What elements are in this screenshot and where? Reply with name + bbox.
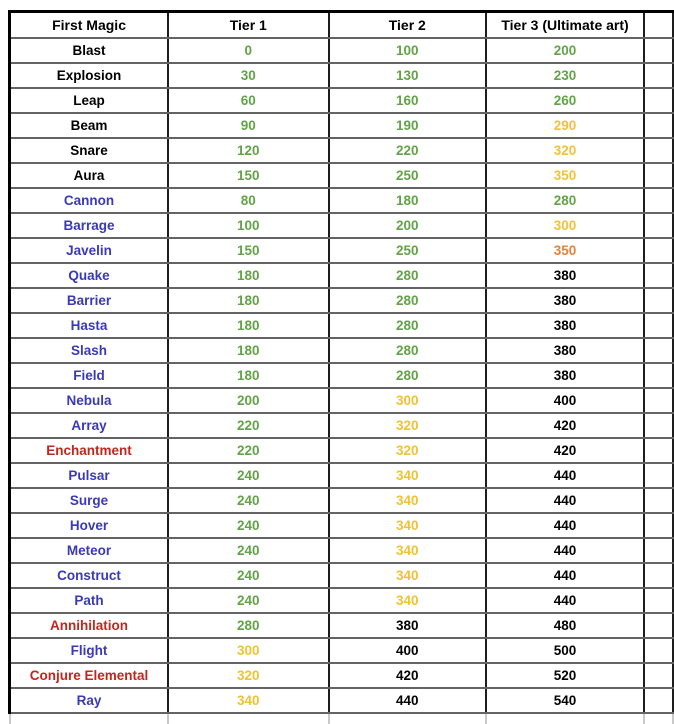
extra-empty-cell (644, 538, 673, 563)
spell-name-cell: Slash (10, 338, 169, 363)
table-row (10, 163, 674, 188)
tier-2-value-cell: 160 (329, 88, 487, 113)
tier-2-value-cell: 100 (329, 38, 487, 63)
spell-name-cell: Explosion (10, 63, 169, 88)
tier-2-value-cell: 190 (329, 113, 487, 138)
extra-empty-cell (644, 388, 673, 413)
tier-1-value-cell: 340 (168, 688, 328, 713)
table-row (10, 138, 674, 163)
table-row (10, 63, 674, 88)
spell-name-cell: Snare (10, 138, 169, 163)
table-row (10, 638, 674, 663)
spell-name-cell: Pulsar (10, 463, 169, 488)
tier-1-value-cell: 280 (168, 613, 328, 638)
tier-3-value-cell: 380 (486, 363, 644, 388)
spell-name-cell: Meteor (10, 538, 169, 563)
tier-1-value-cell: 180 (168, 338, 328, 363)
extra-empty-cell (644, 288, 673, 313)
tier-3-value-cell: 350 (486, 163, 644, 188)
tier-1-value-cell: 240 (168, 588, 328, 613)
spell-name-cell: Leap (10, 88, 169, 113)
tier-1-value-cell: 180 (168, 263, 328, 288)
tier-1-value-cell: 240 (168, 463, 328, 488)
table-row (10, 513, 674, 538)
tier-2-value-cell: 280 (329, 338, 487, 363)
table-row (10, 338, 674, 363)
extra-empty-cell (644, 663, 673, 688)
extra-empty-cell (644, 563, 673, 588)
tier-2-value-cell: 340 (329, 538, 487, 563)
table-row (10, 413, 674, 438)
table-row (10, 88, 674, 113)
spell-name-cell: Flight (10, 638, 169, 663)
spell-name-cell: Hover (10, 513, 169, 538)
extra-empty-cell (644, 488, 673, 513)
tier-3-value-cell: 420 (486, 438, 644, 463)
table-row (10, 438, 674, 463)
tier-1-value-cell: 150 (168, 238, 328, 263)
magic-tier-table (8, 10, 674, 724)
extra-empty-cell (644, 138, 673, 163)
tier-1-value-cell: 300 (168, 638, 328, 663)
spell-name-cell: Annihilation (10, 613, 169, 638)
table-row (10, 463, 674, 488)
tier-3-value-cell: 440 (486, 513, 644, 538)
tier-2-value-cell: 340 (329, 563, 487, 588)
tier-2-value-cell: 200 (329, 213, 487, 238)
spell-name-cell: Javelin (10, 238, 169, 263)
tier-2-value-cell: 300 (329, 388, 487, 413)
extra-empty-cell (644, 513, 673, 538)
partial-empty-cell (10, 713, 169, 724)
tier-3-value-cell: 540 (486, 688, 644, 713)
tier-1-value-cell: 30 (168, 63, 328, 88)
spell-name-cell: Beam (10, 113, 169, 138)
extra-empty-cell (644, 463, 673, 488)
extra-empty-cell (644, 163, 673, 188)
tier-1-value-cell: 240 (168, 513, 328, 538)
extra-empty-cell (644, 688, 673, 713)
tier-3-value-cell: 380 (486, 288, 644, 313)
extra-empty-cell (644, 588, 673, 613)
column-header-tier-1: Tier 1 (168, 12, 328, 39)
tier-1-value-cell: 120 (168, 138, 328, 163)
spell-name-cell: Nebula (10, 388, 169, 413)
spell-name-cell: Aura (10, 163, 169, 188)
spell-name-cell: Blast (10, 38, 169, 63)
tier-2-value-cell: 130 (329, 63, 487, 88)
extra-empty-cell (644, 263, 673, 288)
table-header (10, 12, 674, 39)
partial-clipped-row (10, 713, 674, 724)
tier-2-value-cell: 400 (329, 638, 487, 663)
tier-3-value-cell: 400 (486, 388, 644, 413)
tier-2-value-cell: 220 (329, 138, 487, 163)
tier-3-value-cell: 320 (486, 138, 644, 163)
table-row (10, 188, 674, 213)
spell-name-cell: Ray (10, 688, 169, 713)
extra-empty-cell (644, 188, 673, 213)
tier-3-value-cell: 280 (486, 188, 644, 213)
partial-empty-cell (486, 713, 644, 724)
column-header-tier-2: Tier 2 (329, 12, 487, 39)
tier-2-value-cell: 250 (329, 238, 487, 263)
table-row (10, 313, 674, 338)
tier-2-value-cell: 280 (329, 288, 487, 313)
tier-1-value-cell: 180 (168, 363, 328, 388)
table-row (10, 538, 674, 563)
tier-3-value-cell: 290 (486, 113, 644, 138)
tier-3-value-cell: 260 (486, 88, 644, 113)
tier-1-value-cell: 60 (168, 88, 328, 113)
tier-2-value-cell: 320 (329, 438, 487, 463)
spell-name-cell: Hasta (10, 313, 169, 338)
extra-empty-cell (644, 313, 673, 338)
tier-2-value-cell: 340 (329, 588, 487, 613)
tier-3-value-cell: 440 (486, 588, 644, 613)
tier-1-value-cell: 240 (168, 488, 328, 513)
tier-1-value-cell: 180 (168, 313, 328, 338)
tier-1-value-cell: 180 (168, 288, 328, 313)
tier-3-value-cell: 520 (486, 663, 644, 688)
spell-name-cell: Conjure Elemental (10, 663, 169, 688)
tier-3-value-cell: 380 (486, 313, 644, 338)
tier-3-value-cell: 230 (486, 63, 644, 88)
tier-3-value-cell: 440 (486, 463, 644, 488)
tier-2-value-cell: 280 (329, 313, 487, 338)
extra-empty-cell (644, 638, 673, 663)
tier-3-value-cell: 380 (486, 338, 644, 363)
tier-1-value-cell: 220 (168, 413, 328, 438)
table-row (10, 213, 674, 238)
spell-name-cell: Cannon (10, 188, 169, 213)
column-header-extra (644, 12, 673, 39)
extra-empty-cell (644, 363, 673, 388)
tier-3-value-cell: 500 (486, 638, 644, 663)
table-body (10, 38, 674, 724)
tier-2-value-cell: 340 (329, 463, 487, 488)
extra-empty-cell (644, 238, 673, 263)
table-row (10, 588, 674, 613)
table-row (10, 563, 674, 588)
extra-empty-cell (644, 88, 673, 113)
partial-empty-cell (329, 713, 487, 724)
table-row (10, 388, 674, 413)
extra-empty-cell (644, 413, 673, 438)
tier-2-value-cell: 180 (329, 188, 487, 213)
tier-3-value-cell: 200 (486, 38, 644, 63)
tier-3-value-cell: 440 (486, 538, 644, 563)
spell-name-cell: Array (10, 413, 169, 438)
tier-2-value-cell: 280 (329, 263, 487, 288)
spell-name-cell: Surge (10, 488, 169, 513)
spell-name-cell: Barrier (10, 288, 169, 313)
table-row (10, 663, 674, 688)
partial-empty-cell (168, 713, 328, 724)
table-row (10, 238, 674, 263)
tier-2-value-cell: 320 (329, 413, 487, 438)
partial-empty-cell (644, 713, 673, 724)
tier-1-value-cell: 220 (168, 438, 328, 463)
spell-name-cell: Construct (10, 563, 169, 588)
extra-empty-cell (644, 63, 673, 88)
table-row (10, 263, 674, 288)
tier-2-value-cell: 250 (329, 163, 487, 188)
spell-name-cell: Field (10, 363, 169, 388)
table-row (10, 288, 674, 313)
tier-1-value-cell: 320 (168, 663, 328, 688)
tier-3-value-cell: 300 (486, 213, 644, 238)
tier-3-value-cell: 380 (486, 263, 644, 288)
spell-name-cell: Path (10, 588, 169, 613)
column-header-first-magic: First Magic (10, 12, 169, 39)
extra-empty-cell (644, 213, 673, 238)
spell-name-cell: Barrage (10, 213, 169, 238)
tier-2-value-cell: 340 (329, 513, 487, 538)
tier-1-value-cell: 0 (168, 38, 328, 63)
header-row (10, 12, 674, 39)
tier-1-value-cell: 240 (168, 538, 328, 563)
tier-1-value-cell: 200 (168, 388, 328, 413)
tier-1-value-cell: 80 (168, 188, 328, 213)
tier-2-value-cell: 340 (329, 488, 487, 513)
table-row (10, 688, 674, 713)
column-header-tier-3: Tier 3 (Ultimate art) (486, 12, 644, 39)
table-row (10, 488, 674, 513)
tier-2-value-cell: 280 (329, 363, 487, 388)
table-row (10, 38, 674, 63)
tier-1-value-cell: 150 (168, 163, 328, 188)
tier-3-value-cell: 480 (486, 613, 644, 638)
table-row (10, 113, 674, 138)
tier-3-value-cell: 440 (486, 488, 644, 513)
tier-2-value-cell: 440 (329, 688, 487, 713)
spell-name-cell: Quake (10, 263, 169, 288)
extra-empty-cell (644, 338, 673, 363)
tier-1-value-cell: 90 (168, 113, 328, 138)
tier-1-value-cell: 240 (168, 563, 328, 588)
tier-3-value-cell: 350 (486, 238, 644, 263)
extra-empty-cell (644, 113, 673, 138)
tier-3-value-cell: 440 (486, 563, 644, 588)
extra-empty-cell (644, 613, 673, 638)
tier-1-value-cell: 100 (168, 213, 328, 238)
tier-3-value-cell: 420 (486, 413, 644, 438)
tier-2-value-cell: 420 (329, 663, 487, 688)
extra-empty-cell (644, 38, 673, 63)
tier-2-value-cell: 380 (329, 613, 487, 638)
table-row (10, 363, 674, 388)
spell-name-cell: Enchantment (10, 438, 169, 463)
extra-empty-cell (644, 438, 673, 463)
table-row (10, 613, 674, 638)
